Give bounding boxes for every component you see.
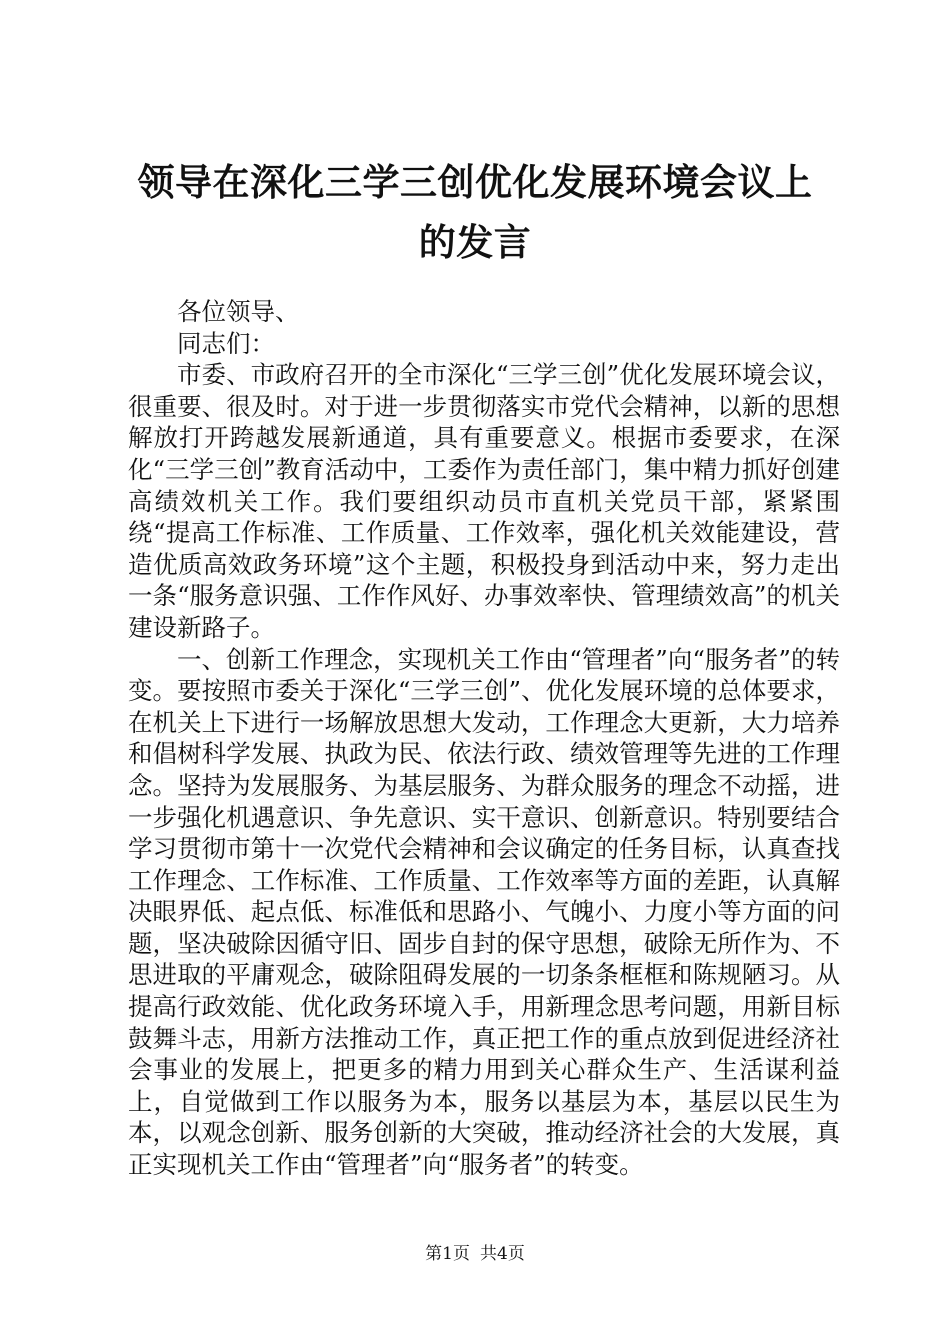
document-title: 领导在深化三学三创优化发展环境会议上的发言 [137,160,813,264]
page-number-current: 第1页 [425,1244,470,1264]
page-footer [0,1243,950,1265]
document-body [128,296,840,1181]
body-paragraph-intro: 市委、市政府召开的全市深化“三学三创”优化发展环境会议，很重要、很及时。对于进一步贯彻落实市党代会精神，以新的思想解放打开跨越发展新通道，具有重要意义。根据市委要求，在深化“三学三创”教育活动中，工委作为责任部门，集中精力抓好创建高绩效机关工作。我们要组织动员市直机关党员干部，紧紧围绕“提高工作标准、工作质量、工作效率，强化机关效能建设，营造优质高效政务环境”这个主题，积极投身到活动中来，努力走出一条“服务意识强、工作作风好、办事效率快、管理绩效高”的机关建设新路子。 [128,360,840,642]
salutation-comrades: 同志们： [177,328,275,358]
salutation-leaders: 各位领导、 [177,297,300,326]
body-paragraph-section-1: 一、创新工作理念，实现机关工作由“管理者”向“服务者”的转变。要按照市委关于深化“三学三创”、优化发展环境的总体要求，在机关上下进行一场解放思想大发动，工作理念大更新，大力培养和倡树科学发展、执政为民、依法行政、绩效管理等先进的工作理念。坚持为发展服务、为基层服务、为群众服务的理念不动摇，进一步强化机遇意识、争先意识、实干意识、创新意识。特别要结合学习贯彻市第十一次党代会精神和会议确定的任务目标，认真查找工作理念、工作标准、工作质量、工作效率等方面的差距，认真解决眼界低、起点低、标准低和思路小、气魄小、力度小等方面的问题，坚决破除因循守旧、固步自封的保守思想，破除无所作为、不思进取的平庸观念，破除阻碍发展的一切条条框框和陈规陋习。从提高行政效能、优化政务环境入手，用新理念思考问题，用新目标鼓舞斗志，用新方法推动工作，真正把工作的重点放到促进经济社会事业的发展上，把更多的精力用到关心群众生产、生活谋利益上，自觉做到工作以服务为本，服务以基层为本，基层以民生为本，以观念创新、服务创新的大突破，推动经济社会的大发展，真正实现机关工作由“管理者”向“服务者”的转变。 [128,644,840,1180]
page-number-total: 共4页 [480,1244,525,1264]
